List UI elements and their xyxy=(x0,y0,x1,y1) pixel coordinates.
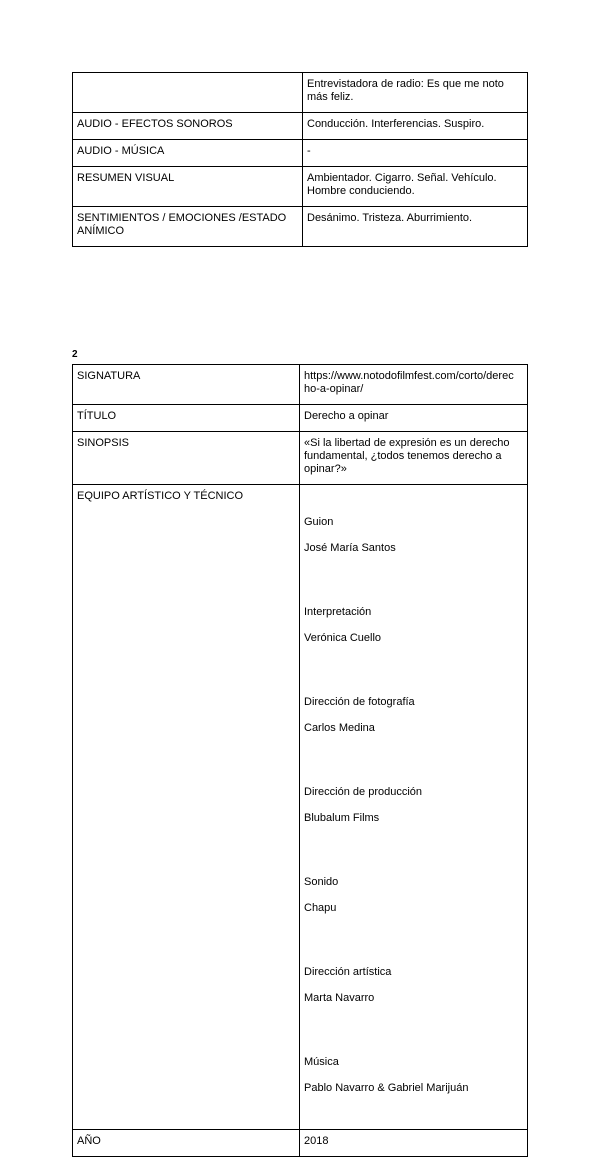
scene-detail-table xyxy=(72,72,528,247)
dialogue-value: Entrevistadora de radio: Es que me noto más feliz. xyxy=(303,73,528,113)
table-row xyxy=(73,365,528,405)
signatura-value: https://www.notodofilmfest.com/corto/derec ho-a-opinar/ xyxy=(300,365,528,405)
crew-name: Chapu xyxy=(304,902,337,914)
table-row xyxy=(73,73,528,113)
crew-role: Dirección de fotografía xyxy=(304,696,415,708)
anio-label: AÑO xyxy=(73,1130,300,1157)
titulo-label: TÍTULO xyxy=(73,405,300,432)
table-row xyxy=(73,140,528,167)
crew-group xyxy=(304,1043,523,1108)
crew-role: Dirección artística xyxy=(304,966,392,978)
music-label: AUDIO - MÚSICA xyxy=(73,140,303,167)
table-row xyxy=(73,432,528,485)
crew-name: Pablo Navarro & Gabriel Marijuán xyxy=(304,1082,469,1094)
crew-group xyxy=(304,953,523,1018)
table-row xyxy=(73,207,528,247)
crew-name: Blubalum Films xyxy=(304,812,380,824)
film-info-table xyxy=(72,364,528,1157)
crew-name: Carlos Medina xyxy=(304,722,375,734)
titulo-value: Derecho a opinar xyxy=(300,405,528,432)
crew-role: Sonido xyxy=(304,876,339,888)
sinopsis-value: «Si la libertad de expresión es un derecho fundamental, ¿todos tenemos derecho a opinar?» xyxy=(300,432,528,485)
crew-name: Marta Navarro xyxy=(304,992,375,1004)
crew-role: Dirección de producción xyxy=(304,786,423,798)
crew-role: Interpretación xyxy=(304,606,372,618)
sinopsis-label: SINOPSIS xyxy=(73,432,300,485)
equipo-label: EQUIPO ARTÍSTICO Y TÉCNICO xyxy=(73,485,300,1130)
table-row xyxy=(73,113,528,140)
section-number: 2 xyxy=(72,349,78,360)
row-label xyxy=(73,73,303,113)
equipo-value xyxy=(300,485,528,1130)
signatura-label: SIGNATURA xyxy=(73,365,300,405)
table-row xyxy=(73,1130,528,1157)
feelings-value: Desánimo. Tristeza. Aburrimiento. xyxy=(303,207,528,247)
music-value: - xyxy=(303,140,528,167)
sound-effects-label: AUDIO - EFECTOS SONOROS xyxy=(73,113,303,140)
crew-group xyxy=(304,863,523,928)
crew-role: Música xyxy=(304,1056,339,1068)
table-row xyxy=(73,485,528,1130)
crew-group xyxy=(304,683,523,748)
crew-group xyxy=(304,773,523,838)
crew-name: José María Santos xyxy=(304,542,396,554)
crew-name: Verónica Cuello xyxy=(304,632,382,644)
sound-effects-value: Conducción. Interferencias. Suspiro. xyxy=(303,113,528,140)
table-row xyxy=(73,167,528,207)
crew-group xyxy=(304,503,523,568)
visual-summary-value: Ambientador. Cigarro. Señal. Vehículo. Hombre conduciendo. xyxy=(303,167,528,207)
crew-group xyxy=(304,593,523,658)
anio-value: 2018 xyxy=(300,1130,528,1157)
feelings-label: SENTIMIENTOS / EMOCIONES /ESTADO ANÍMICO xyxy=(73,207,303,247)
crew-role: Guion xyxy=(304,516,334,528)
visual-summary-label: RESUMEN VISUAL xyxy=(73,167,303,207)
table-row xyxy=(73,405,528,432)
